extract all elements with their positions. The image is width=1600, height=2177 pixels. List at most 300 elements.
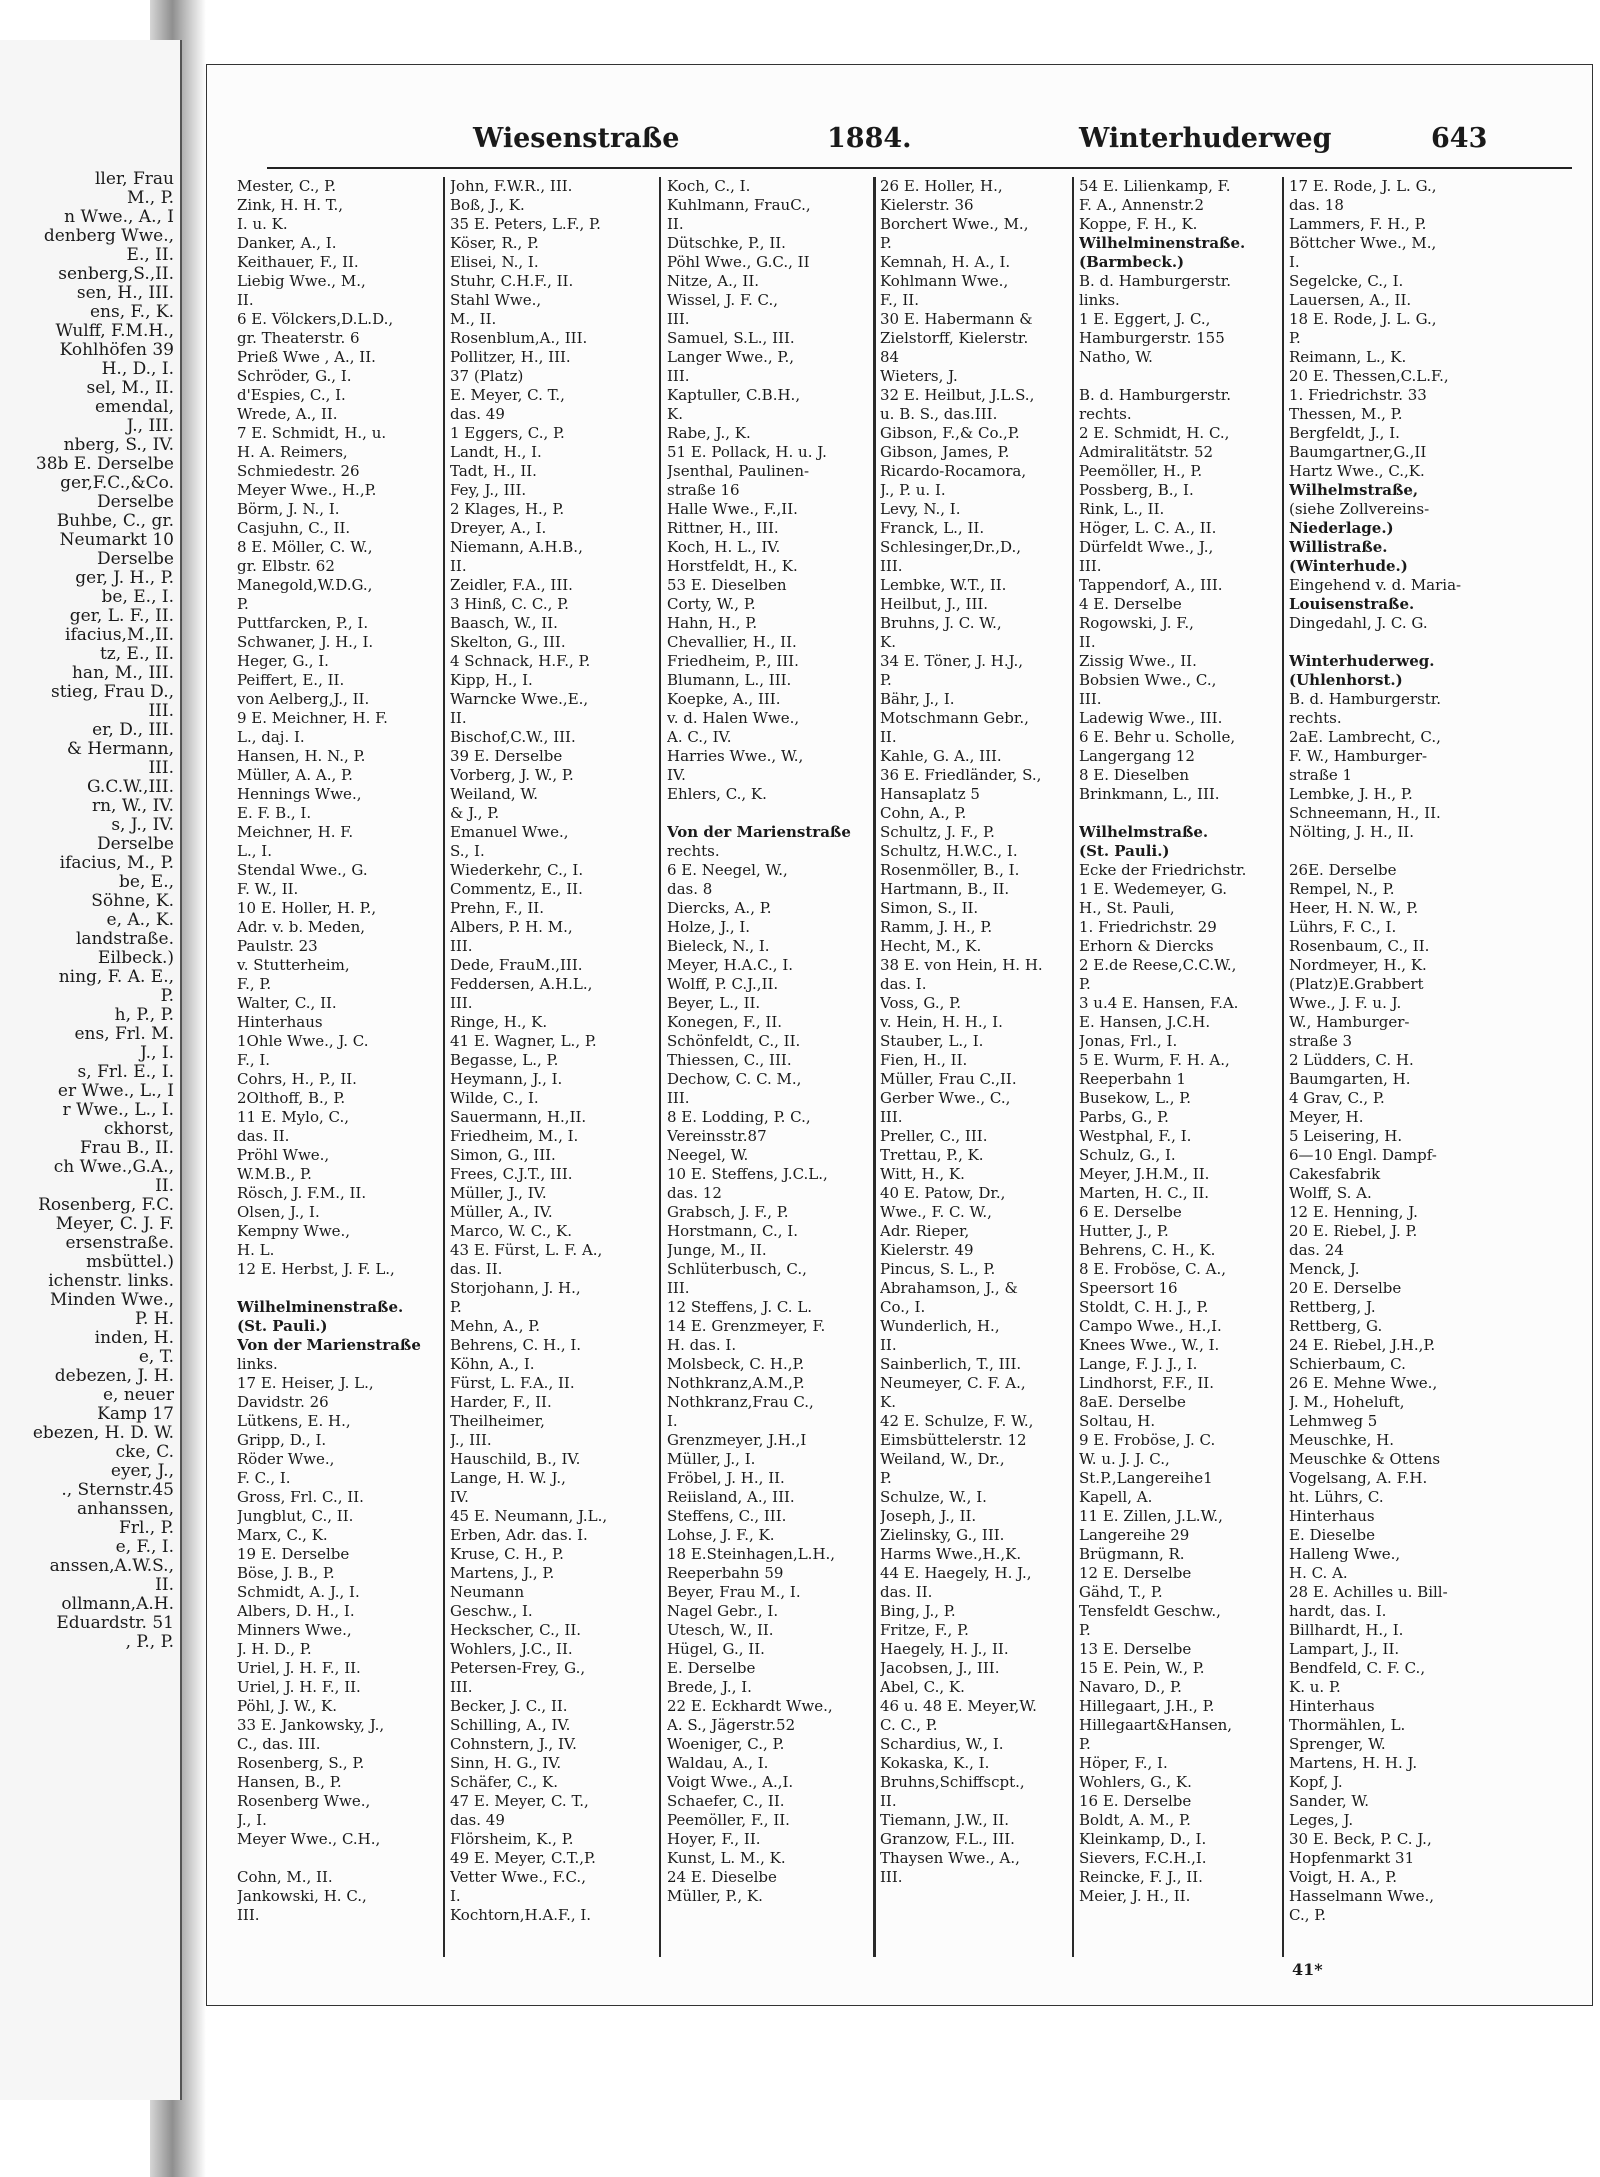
- directory-line: Albers, D. H., I.: [237, 1602, 355, 1620]
- directory-line: Langer Wwe., P.,: [667, 348, 795, 366]
- directory-line: Kleinkamp, D., I.: [1079, 1830, 1207, 1848]
- directory-line: das. 8: [667, 880, 713, 898]
- directory-line: Lauersen, A., II.: [1289, 291, 1412, 309]
- directory-line: Baumgartner,G.,II: [1289, 443, 1427, 461]
- directory-line: Sauermann, H.,II.: [450, 1108, 587, 1126]
- directory-line: 2aE. Lambrecht, C.,: [1289, 728, 1441, 746]
- directory-line: John, F.W.R., III.: [450, 177, 573, 195]
- directory-line: 16 E. Derselbe: [1079, 1792, 1192, 1810]
- directory-line: Jacobsen, J., III.: [880, 1659, 1000, 1677]
- directory-line: Adr. Rieper,: [880, 1222, 970, 1240]
- directory-line: Cohnstern, J., IV.: [450, 1735, 577, 1753]
- directory-line: Koppe, F. H., K.: [1079, 215, 1198, 233]
- directory-line: Soltau, H.: [1079, 1412, 1156, 1430]
- directory-line: Bieleck, N., I.: [667, 937, 770, 955]
- directory-line: Schardius, W., I.: [880, 1735, 1004, 1753]
- directory-line: Zeidler, F.A., III.: [450, 576, 573, 594]
- directory-line: L., daj. I.: [237, 728, 305, 746]
- directory-line: 4 Grav, C., P.: [1289, 1089, 1385, 1107]
- directory-line: Wwe., J. F. u. J.: [1289, 994, 1402, 1012]
- directory-line: Warncke Wwe.,E.,: [450, 690, 589, 708]
- directory-line: Böse, J. B., P.: [237, 1564, 335, 1582]
- directory-line: Brede, J., I.: [667, 1678, 752, 1696]
- directory-line: Manegold,W.D.G.,: [237, 576, 373, 594]
- directory-line: Sprenger, W.: [1289, 1735, 1386, 1753]
- directory-line: Segelcke, C., I.: [1289, 272, 1404, 290]
- directory-line: Rink, L., II.: [1079, 500, 1165, 518]
- directory-line: Behrens, C. H., K.: [1079, 1241, 1216, 1259]
- directory-line: Hartmann, B., II.: [880, 880, 1010, 898]
- directory-line: Weiland, W., Dr.,: [880, 1450, 1005, 1468]
- facing-page-line: e, neuer: [102, 1385, 174, 1405]
- directory-line: Schönfeldt, C., II.: [667, 1032, 801, 1050]
- directory-line: Gripp, D., I.: [237, 1431, 327, 1449]
- directory-line: F. W., Hamburger-: [1289, 747, 1428, 765]
- directory-line: 13 E. Derselbe: [1079, 1640, 1192, 1658]
- directory-line: 47 E. Meyer, C. T.,: [450, 1792, 589, 1810]
- directory-line: 38 E. von Hein, H. H.: [880, 956, 1043, 974]
- directory-line: Cakesfabrik: [1289, 1165, 1381, 1183]
- directory-line: 2 E. Schmidt, H. C.,: [1079, 424, 1230, 442]
- directory-line: I.: [450, 1887, 461, 1905]
- directory-line: P.: [1079, 1621, 1091, 1639]
- directory-line: Samuel, S.L., III.: [667, 329, 795, 347]
- directory-line: 8 E. Möller, C. W.,: [237, 538, 373, 556]
- directory-line: 24 E. Dieselbe: [667, 1868, 777, 1886]
- directory-line: 35 E. Peters, L.F., P.: [450, 215, 601, 233]
- directory-line: L., I.: [237, 842, 272, 860]
- directory-line: H. das. I.: [667, 1336, 737, 1354]
- directory-line: Bischof,C.W., III.: [450, 728, 576, 746]
- directory-line: 1. Friedrichstr. 29: [1079, 918, 1217, 936]
- directory-line: M., II.: [450, 310, 497, 328]
- directory-line: Gerber Wwe., C.,: [880, 1089, 1011, 1107]
- directory-line: Utesch, W., II.: [667, 1621, 774, 1639]
- directory-line: 26 E. Holler, H.,: [880, 177, 1003, 195]
- facing-page-line: H., D., I.: [101, 359, 174, 379]
- directory-line: Preller, C., III.: [880, 1127, 988, 1145]
- directory-line: Zielstorff, Kielerstr.: [880, 329, 1029, 347]
- directory-line: IV.: [450, 1488, 469, 1506]
- directory-line: Meuschke, H.: [1289, 1431, 1395, 1449]
- facing-page-line: ifacius,M.,II.: [65, 625, 174, 645]
- directory-line: Heckscher, C., II.: [450, 1621, 582, 1639]
- directory-line: Thiessen, C., III.: [667, 1051, 792, 1069]
- directory-line: Nölting, J. H., II.: [1289, 823, 1414, 841]
- directory-line: Becker, J. C., II.: [450, 1697, 568, 1715]
- directory-line: Lampart, J., II.: [1289, 1640, 1400, 1658]
- facing-page-line: r Wwe., L., I.: [62, 1100, 174, 1120]
- directory-line: Stahl Wwe.,: [450, 291, 542, 309]
- facing-page-line: s, J., IV.: [111, 815, 174, 835]
- facing-page-line: stieg, Frau D.,: [51, 682, 174, 702]
- directory-line: 5 Leisering, H.: [1289, 1127, 1403, 1145]
- directory-line: Nordmeyer, H., K.: [1289, 956, 1427, 974]
- directory-line: Eimsbüttelerstr. 12: [880, 1431, 1027, 1449]
- directory-line: Grabsch, J. F., P.: [667, 1203, 789, 1221]
- directory-line: Keithauer, F., II.: [237, 253, 359, 271]
- facing-page-line: emendal,: [94, 397, 174, 417]
- directory-line: Theilheimer,: [450, 1412, 545, 1430]
- directory-line: E. Hansen, J.C.H.: [1079, 1013, 1211, 1031]
- directory-line: Röder Wwe.,: [237, 1450, 335, 1468]
- directory-line: Pröhl Wwe.,: [237, 1146, 330, 1164]
- directory-line: C., P.: [1289, 1906, 1327, 1924]
- directory-line: Gross, Frl. C., II.: [237, 1488, 364, 1506]
- directory-line: 8 E. Lodding, P. C.,: [667, 1108, 811, 1126]
- directory-line: Haegely, H. J., II.: [880, 1640, 1009, 1658]
- directory-line: Holze, J., I.: [667, 918, 751, 936]
- directory-line: E. Derselbe: [667, 1659, 756, 1677]
- facing-page-line: Wulff, F.M.H.,: [55, 321, 174, 341]
- facing-page-line: J., I.: [140, 1043, 174, 1063]
- directory-line: F. A., Annenstr.2: [1079, 196, 1204, 214]
- facing-page-line: ning, F. A. E.,: [58, 967, 174, 987]
- directory-line: links.: [1079, 291, 1120, 309]
- directory-line: Von der Marienstraße: [667, 823, 851, 841]
- directory-line: F., I.: [237, 1051, 271, 1069]
- directory-line: straße 1: [1289, 766, 1353, 784]
- directory-line: Pollitzer, H., III.: [450, 348, 571, 366]
- directory-line: B. d. Hamburgerstr.: [1289, 690, 1442, 708]
- directory-line: Friedheim, P., III.: [667, 652, 799, 670]
- directory-line: Tensfeldt Geschw.,: [1079, 1602, 1221, 1620]
- directory-line: Müller, P., K.: [667, 1887, 763, 1905]
- directory-line: Kuhlmann, FrauC.,: [667, 196, 811, 214]
- directory-line: Corty, W., P.: [667, 595, 756, 613]
- directory-column-5: [1079, 177, 1277, 1957]
- directory-line: Schultz, H.W.C., I.: [880, 842, 1018, 860]
- directory-line: S., I.: [450, 842, 485, 860]
- directory-line: I.: [667, 1412, 678, 1430]
- directory-line: das. I.: [880, 975, 927, 993]
- directory-line: 12 Steffens, J. C. L.: [667, 1298, 813, 1316]
- directory-line: Waldau, A., I.: [667, 1754, 769, 1772]
- facing-page-line: eyer, J.,: [110, 1461, 174, 1481]
- directory-line: Wilhelminenstraße.: [237, 1298, 404, 1316]
- directory-line: Tadt, H., II.: [450, 462, 537, 480]
- directory-line: Harder, F., II.: [450, 1393, 552, 1411]
- directory-line: 20 E. Riebel, J. P.: [1289, 1222, 1418, 1240]
- directory-line: Hauschild, B., IV.: [450, 1450, 581, 1468]
- facing-page-line: Frau B., II.: [80, 1138, 174, 1158]
- directory-line: A. C., IV.: [667, 728, 732, 746]
- directory-line: Walter, C., II.: [237, 994, 337, 1012]
- directory-line: Schaefer, C., II.: [667, 1792, 785, 1810]
- directory-line: Emanuel Wwe.,: [450, 823, 569, 841]
- directory-line: 37 (Platz): [450, 367, 524, 385]
- column-divider: [1282, 177, 1284, 1957]
- directory-line: F., II.: [880, 291, 919, 309]
- directory-line: Rosenbaum, C., II.: [1289, 937, 1430, 955]
- directory-line: 1 E. Wedemeyer, G.: [1079, 880, 1228, 898]
- directory-line: das. 49: [450, 405, 505, 423]
- directory-line: Junge, M., II.: [667, 1241, 767, 1259]
- directory-line: Rittner, H., III.: [667, 519, 779, 537]
- directory-line: 11 E. Mylo, C.,: [237, 1108, 350, 1126]
- directory-line: III.: [880, 1108, 903, 1126]
- facing-page-line: e, F., I.: [115, 1537, 174, 1557]
- directory-line: Niederlage.): [1289, 519, 1394, 537]
- directory-line: Thaysen Wwe., A.,: [880, 1849, 1020, 1867]
- directory-line: Schäfer, C., K.: [450, 1773, 558, 1791]
- directory-line: Adr. v. b. Meden,: [237, 918, 366, 936]
- facing-page-line: ch Wwe.,G.A.,: [53, 1157, 174, 1177]
- directory-line: Kohlmann Wwe.,: [880, 272, 1009, 290]
- directory-line: Rosenmöller, B., I.: [880, 861, 1020, 879]
- directory-line: Rabe, J., K.: [667, 424, 751, 442]
- directory-line: J., P. u. I.: [880, 481, 946, 499]
- directory-line: Müller, J., I.: [667, 1450, 756, 1468]
- directory-line: [237, 1849, 437, 1868]
- facing-page-line: ckhorst,: [103, 1119, 174, 1139]
- facing-page-line: Derselbe: [97, 834, 174, 854]
- directory-line: 14 E. Grenzmeyer, F.: [667, 1317, 826, 1335]
- directory-line: Wohlers, J.C., II.: [450, 1640, 573, 1658]
- directory-line: Schlesinger,Dr.,D.,: [880, 538, 1022, 556]
- facing-page-line: e, T.: [138, 1347, 174, 1367]
- directory-line: J., III.: [450, 1431, 492, 1449]
- directory-line: Peemöller, H., P.: [1079, 462, 1203, 480]
- directory-line: Müller, A., IV.: [450, 1203, 553, 1221]
- directory-line: 2Olthoff, B., P.: [237, 1089, 346, 1107]
- directory-line: Peiffert, E., II.: [237, 671, 345, 689]
- directory-line: Rettberg, G.: [1289, 1317, 1383, 1335]
- directory-line: III.: [880, 557, 903, 575]
- facing-page-line: n Wwe., A., I: [64, 207, 174, 227]
- directory-line: P.: [237, 595, 249, 613]
- directory-line: 6 E. Behr u. Scholle,: [1079, 728, 1236, 746]
- directory-line: Marco, W. C., K.: [450, 1222, 572, 1240]
- directory-line: Nothkranz,Frau C.,: [667, 1393, 814, 1411]
- directory-line: Höger, L. C. A., II.: [1079, 519, 1217, 537]
- directory-line: I. u. K.: [237, 215, 288, 233]
- directory-line: 41 E. Wagner, L., P.: [450, 1032, 597, 1050]
- directory-line: III.: [450, 994, 473, 1012]
- directory-line: Kunst, L. M., K.: [667, 1849, 786, 1867]
- directory-line: III.: [667, 310, 690, 328]
- directory-line: Flörsheim, K., P.: [450, 1830, 574, 1848]
- directory-line: Bing, J., P.: [880, 1602, 956, 1620]
- directory-line: Wolff, P. C.J.,II.: [667, 975, 779, 993]
- directory-line: Wiederkehr, C., I.: [450, 861, 584, 879]
- directory-line: Granzow, F.L., III.: [880, 1830, 1015, 1848]
- directory-line: Wilhelmstraße.: [1079, 823, 1209, 841]
- directory-line: Molsbeck, C. H.,P.: [667, 1355, 805, 1373]
- directory-line: Cohn, A., P.: [880, 804, 967, 822]
- facing-page-line: anhanssen,: [77, 1499, 174, 1519]
- directory-line: 1 Eggers, C., P.: [450, 424, 565, 442]
- facing-page-line: P. H.: [134, 1309, 174, 1329]
- directory-line: 12 E. Herbst, J. F. L.,: [237, 1260, 395, 1278]
- directory-line: straße 16: [667, 481, 740, 499]
- facing-page-line: Kohlhöfen 39: [59, 340, 174, 360]
- facing-page-line: landstraße.: [75, 929, 174, 949]
- directory-line: v. Hein, H. H., I.: [880, 1013, 1003, 1031]
- directory-line: ht. Lührs, C.: [1289, 1488, 1384, 1506]
- directory-line: Meyer, H.: [1289, 1108, 1364, 1126]
- directory-line: Koch, C., I.: [667, 177, 751, 195]
- directory-line: Kapell, A.: [1079, 1488, 1153, 1506]
- directory-line: W.M.B., P.: [237, 1165, 312, 1183]
- directory-line: Skelton, G., III.: [450, 633, 566, 651]
- directory-line: Müller, Frau C.,II.: [880, 1070, 1017, 1088]
- directory-line: Meyer, J.H.M., II.: [1079, 1165, 1210, 1183]
- directory-line: P.: [1079, 1735, 1091, 1753]
- directory-line: (St. Pauli.): [1079, 842, 1170, 860]
- directory-line: Schlüterbusch, C.,: [667, 1260, 807, 1278]
- directory-line: d'Espies, C., I.: [237, 386, 346, 404]
- directory-line: 26 E. Mehne Wwe.,: [1289, 1374, 1438, 1392]
- directory-line: Fröbel, J. H., II.: [667, 1469, 785, 1487]
- facing-page-line: ens, F., K.: [89, 302, 174, 322]
- directory-line: Hinterhaus: [237, 1013, 323, 1031]
- directory-line: 9 E. Froböse, J. C.: [1079, 1431, 1216, 1449]
- directory-line: rechts.: [667, 842, 720, 860]
- directory-column-2: [450, 177, 650, 1957]
- directory-line: [1079, 367, 1277, 386]
- directory-line: Stoldt, C. H. J., P.: [1079, 1298, 1209, 1316]
- directory-line: Schilling, A., IV.: [450, 1716, 571, 1734]
- facing-page-line: anssen,A.W.S.,: [49, 1556, 174, 1576]
- directory-line: Pöhl Wwe., G.C., II: [667, 253, 810, 271]
- directory-line: Müller, A. A., P.: [237, 766, 353, 784]
- directory-line: links.: [237, 1355, 278, 1373]
- directory-line: Schulze, W., I.: [880, 1488, 987, 1506]
- directory-line: Behrens, C. H., I.: [450, 1336, 582, 1354]
- directory-line: Dechow, C. C. M.,: [667, 1070, 802, 1088]
- directory-line: 26E. Derselbe: [1289, 861, 1397, 879]
- directory-line: Fey, J., III.: [450, 481, 527, 499]
- directory-line: Ramm, J. H., P.: [880, 918, 993, 936]
- directory-line: Motschmann Gebr.,: [880, 709, 1029, 727]
- directory-line: Natho, W.: [1079, 348, 1153, 366]
- directory-line: Possberg, B., I.: [1079, 481, 1194, 499]
- directory-line: das. II.: [450, 1260, 503, 1278]
- facing-page-line: II.: [155, 1176, 174, 1196]
- directory-line: 40 E. Patow, Dr.,: [880, 1184, 1006, 1202]
- directory-line: 39 E. Derselbe: [450, 747, 563, 765]
- column-divider: [443, 177, 445, 1957]
- directory-line: Cohrs, H., P., II.: [237, 1070, 357, 1088]
- directory-line: Müller, J., IV.: [450, 1184, 547, 1202]
- facing-page-line: Kamp 17: [97, 1404, 174, 1424]
- directory-line: Hahn, H., P.: [667, 614, 758, 632]
- directory-line: Martens, J., P.: [450, 1564, 555, 1582]
- directory-line: Hansen, H. N., P.: [237, 747, 366, 765]
- directory-line: F., P.: [237, 975, 272, 993]
- directory-line: 18 E.Steinhagen,L.H.,: [667, 1545, 836, 1563]
- column-divider: [659, 177, 661, 1957]
- directory-line: Thormählen, L.: [1289, 1716, 1406, 1734]
- directory-line: Blumann, L., III.: [667, 671, 792, 689]
- facing-page-line: ., Sternstr.45: [61, 1480, 174, 1500]
- directory-line: Cohn, M., II.: [237, 1868, 333, 1886]
- directory-column-3: [667, 177, 867, 1957]
- directory-line: Brügmann, R.: [1079, 1545, 1185, 1563]
- directory-line: 2 E.de Reese,C.C.W.,: [1079, 956, 1237, 974]
- directory-line: Bobsien Wwe., C.,: [1079, 671, 1217, 689]
- facing-page-line: ger,F.C.,&Co.: [60, 473, 174, 493]
- directory-line: Bruhns, J. C. W.,: [880, 614, 1002, 632]
- facing-page-fragment: [0, 40, 182, 2100]
- directory-line: Hecht, M., K.: [880, 937, 982, 955]
- directory-line: das. II.: [880, 1583, 933, 1601]
- directory-line: Borchert Wwe., M.,: [880, 215, 1029, 233]
- directory-line: Winterhuderweg.: [1289, 652, 1435, 670]
- directory-line: Reiisland, A., III.: [667, 1488, 795, 1506]
- directory-line: Friedheim, M., I.: [450, 1127, 579, 1145]
- facing-page-line: inden, H.: [94, 1328, 174, 1348]
- directory-line: III.: [450, 937, 473, 955]
- directory-line: III.: [1079, 690, 1102, 708]
- directory-line: 46 u. 48 E. Meyer,W.: [880, 1697, 1037, 1715]
- directory-line: Sander, W.: [1289, 1792, 1369, 1810]
- directory-line: Kielerstr. 36: [880, 196, 974, 214]
- directory-line: 42 E. Schulze, F. W.,: [880, 1412, 1034, 1430]
- directory-line: Köhn, A., I.: [450, 1355, 535, 1373]
- directory-line: Co., I.: [880, 1298, 926, 1316]
- directory-line: Baumgarten, H.: [1289, 1070, 1411, 1088]
- directory-line: J., I.: [237, 1811, 267, 1829]
- directory-line: Hillegaart, J.H., P.: [1079, 1697, 1215, 1715]
- directory-line: Witt, H., K.: [880, 1165, 965, 1183]
- directory-line: [1289, 842, 1499, 861]
- directory-line: Marx, C., K.: [237, 1526, 328, 1544]
- directory-line: 15 E. Pein, W., P.: [1079, 1659, 1205, 1677]
- directory-line: Nagel Gebr., I.: [667, 1602, 779, 1620]
- directory-line: 12 E. Henning, J.: [1289, 1203, 1418, 1221]
- directory-line: B. d. Hamburgerstr.: [1079, 386, 1232, 404]
- directory-line: Halle Wwe., F.,II.: [667, 500, 798, 518]
- directory-line: Kahle, G. A., III.: [880, 747, 1002, 765]
- signature-mark: 41*: [1292, 1960, 1323, 1979]
- directory-line: Wolff, S. A.: [1289, 1184, 1372, 1202]
- directory-line: Diercks, A., P.: [667, 899, 772, 917]
- facing-page-line: M., P.: [126, 188, 174, 208]
- directory-line: Boß, J., K.: [450, 196, 525, 214]
- facing-page-line: ollmann,A.H.: [61, 1594, 174, 1614]
- directory-line: 6—10 Engl. Dampf-: [1289, 1146, 1437, 1164]
- directory-line: Heer, H. N. W., P.: [1289, 899, 1419, 917]
- directory-line: 4 E. Derselbe: [1079, 595, 1182, 613]
- directory-line: Fritze, F., P.: [880, 1621, 969, 1639]
- directory-line: Neegel, W.: [667, 1146, 749, 1164]
- directory-line: 36 E. Friedländer, S.,: [880, 766, 1042, 784]
- facing-page-line: ifacius, M., P.: [59, 853, 174, 873]
- directory-line: W., Hamburger-: [1289, 1013, 1410, 1031]
- header-right-street: Winterhuderweg: [1079, 123, 1332, 154]
- directory-line: Langereihe 29: [1079, 1526, 1190, 1544]
- directory-line: Wieters, J.: [880, 367, 958, 385]
- facing-page-line: II.: [155, 1575, 174, 1595]
- directory-line: Busekow, L., P.: [1079, 1089, 1192, 1107]
- directory-line: Elisei, N., I.: [450, 253, 539, 271]
- directory-line: Schmidt, A. J., I.: [237, 1583, 360, 1601]
- directory-line: Leges, J.: [1289, 1811, 1354, 1829]
- directory-line: (Platz)E.Grabbert: [1289, 975, 1424, 993]
- directory-line: (siehe Zollvereins-: [1289, 500, 1430, 518]
- directory-page: [206, 64, 1593, 2006]
- directory-line: 10 E. Steffens, J.C.L.,: [667, 1165, 828, 1183]
- facing-page-line: sen, H., III.: [76, 283, 174, 303]
- directory-column-4: [880, 177, 1080, 1957]
- facing-page-line: sel, M., II.: [86, 378, 174, 398]
- directory-line: Dürfeldt Wwe., J.,: [1079, 538, 1214, 556]
- directory-line: Stauber, L., I.: [880, 1032, 984, 1050]
- directory-line: Louisenstraße.: [1289, 595, 1415, 613]
- directory-line: 84: [880, 348, 900, 366]
